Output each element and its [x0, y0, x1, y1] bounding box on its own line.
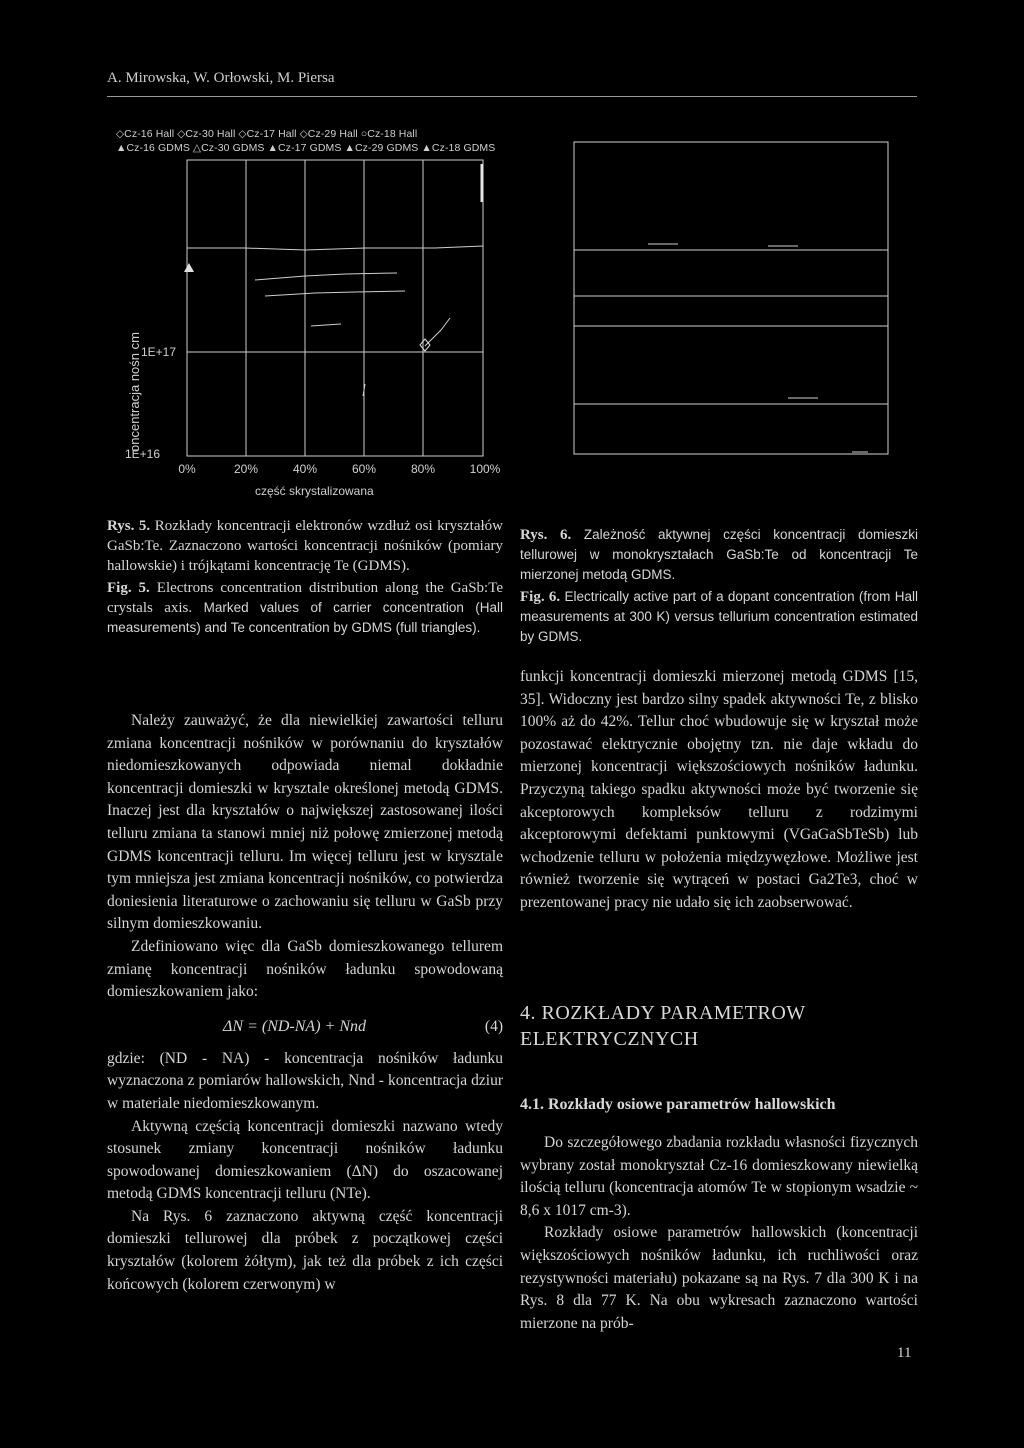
legend-line-2: ▲Cz-16 GDMS △Cz-30 GDMS ▲Cz-17 GDMS ▲Cz-29 GDMS ▲Cz-18 GDMS [116, 142, 496, 154]
figure-6 [568, 136, 894, 456]
x-axis-label: część skrystalizowana [255, 484, 374, 498]
rys6-text-pl: Zależność aktywnej części koncentracji domieszki tellurowej w monokryształach GaSb:Te od koncentracji Te mierzonej metodą GDMS. [520, 527, 918, 582]
left-para-5: Na Rys. 6 zaznaczono aktywną część koncentracji domieszki tellurowej dla próbek z początkowej części kryształów (kolorem żółtym), jak też dla próbek z ich części końcowych (kolorem czerwonym) w [107, 1207, 503, 1293]
series-line-c [265, 291, 405, 296]
right-column-top [520, 666, 918, 915]
series-line-a [187, 246, 483, 250]
right-para-3: Rozkłady osiowe parametrów hallowskich (koncentracji większościowych nośników ładunku, ich ruchliwości oraz rezystywności materiału) pokazane są na Rys. 7 dla 300 K i na Rys. 8 dla 77 K. Na obu wykresach zaznaczono wartości mierzone na prób- [520, 1224, 918, 1332]
legend-line-1: ◇Cz-16 Hall ◇Cz-30 Hall ◇Cz-17 Hall ◇Cz-29 Hall ○Cz-18 Hall [116, 128, 418, 140]
series-line-d [311, 324, 341, 326]
right-para-1: funkcji koncentracji domieszki mierzonej metodą GDMS [15, 35]. Widoczny jest bardzo silny spadek aktywności Te, z blisko 100% aż do 42%. Tellur choć wbudowuje się w kryształ może pozostawać elektrycznie obojętny tzn. nie daje wkładu do mierzonej koncentracji większościowych nośników ładunku. Przyczyną takiego spadku aktywności może być tworzenie się akceptorowych kompleksów telluru z rodzimymi akceptorowymi defektami punktowymi (VGaGaSbTeSb) lub wchodzenie telluru w położenia międzywęzłowe. Możliwe jest również tworzenie się wytrąceń w postaci Ga2Te3, choć w prezentowanej pracy nie udało się ich zaobserwować. [520, 668, 918, 911]
left-para-4: Aktywną częścią koncentracji domieszki nazwano wtedy stosunek zmiany koncentracji nośników ładunku spowodowanej domieszkowaniem (ΔN) do oszacowanej metodą GDMS koncentracji telluru (NTe). [107, 1117, 503, 1203]
section-heading-4: 4. ROZKŁADY PARAMETROW ELEKTRYCZNYCH [520, 1002, 806, 1050]
xtick-40: 40% [292, 462, 318, 476]
figure-5 [105, 120, 515, 515]
left-para-2: Zdefiniowano więc dla GaSb domieszkowanego tellurem zmianę koncentracji nośników ładunku spowodowaną domieszkowaniem jako: [107, 937, 503, 1001]
fig6-text-en: Electrically active part of a dopant concentration (from Hall measurements at 300 K) versus tellurium concentration estimated by GDMS. [520, 589, 918, 644]
equation-text: ΔN = (ND-NA) + Nnd [223, 1017, 366, 1035]
fig5-plot [105, 120, 515, 515]
page-number: 11 [897, 1345, 912, 1361]
rys6-label: Rys. 6. [520, 527, 572, 543]
right-column-bottom [520, 1132, 918, 1335]
y-axis-label: oncentracja nośn cm [127, 332, 142, 452]
left-para-1: Należy zauważyć, że dla niewielkiej zawartości telluru zmiana koncentracji nośników w porównaniu do kryształów niedomieszkowanych odpowiada niemal dokładnie koncentracji domieszki w krysztale określonej metodą GDMS. Inaczej jest dla kryształów o największej zastosowanej ilości telluru zmiana ta stanowi mniej niż połowę zmierzonej metodą GDMS koncentracji telluru. Im więcej telluru jest w krysztale tym mniejsza jest zmiana koncentracji nośników, co potwierdza doniesienia literaturowe o zachowaniu się telluru w GaSb przy silnym domieszkowaniu. [107, 712, 503, 933]
xtick-0: 0% [178, 462, 196, 476]
gdms-marker-triangle [184, 263, 194, 272]
fig5-text-en2: Marked values of carrier concentration (Hall measurements) and Te concentration by GDMS (full triangles). [107, 600, 504, 635]
series-line-e [425, 318, 450, 346]
fig6-frame [574, 142, 888, 454]
left-column [107, 710, 503, 1296]
fig5-text-en1: Electrons concentration distribution along the GaSb:Te crystals axis. [107, 580, 503, 616]
ytick-1e17: 1E+17 [141, 345, 177, 359]
xtick-100: 100% [469, 462, 501, 476]
rys5-text-pl: Rozkłady koncentracji elektronów wzdłuż osi kryształów GaSb:Te. Zaznaczono wartości koncentracji nośników (pomiary hallowskie) i trójkątami koncentrację Te (GDMS). [107, 518, 503, 574]
right-para-2: Do szczegółowego zbadania rozkładu własności fizycznych wybrany został monokryształ Cz-16 domieszkowany niewielką ilością telluru (koncentracja atomów Te w stopionym wsadzie ~ 8,6 x 1017 cm-3). [520, 1134, 918, 1219]
plot-frame [187, 160, 483, 456]
fig6-label: Fig. 6. [520, 589, 561, 605]
equation-4 [107, 1004, 503, 1048]
ytick-1e16: 1E+16 [125, 447, 161, 461]
xtick-80: 80% [410, 462, 436, 476]
section-heading-4-1: 4.1. Rozkłady osiowe parametrów hallowskich [520, 1096, 836, 1113]
rys5-label: Rys. 5. [107, 518, 151, 534]
series-line-b [255, 273, 397, 280]
xtick-20: 20% [233, 462, 259, 476]
caption-fig6 [520, 525, 918, 647]
left-para-3: gdzie: (ND - NA) - koncentracja nośników ładunku wyznaczona z pomiarów hallowskich, Nnd - koncentracja dziur w materiale niedomieszkowanym. [107, 1049, 503, 1112]
header-rule [107, 96, 917, 97]
equation-number: (4) [484, 1017, 503, 1035]
xtick-60: 60% [351, 462, 377, 476]
caption-fig5 [107, 516, 503, 638]
fig5-label: Fig. 5. [107, 580, 150, 596]
hall-marker-diamond [420, 339, 430, 351]
running-header: A. Mirowska, W. Orłowski, M. Piersa [107, 70, 335, 86]
